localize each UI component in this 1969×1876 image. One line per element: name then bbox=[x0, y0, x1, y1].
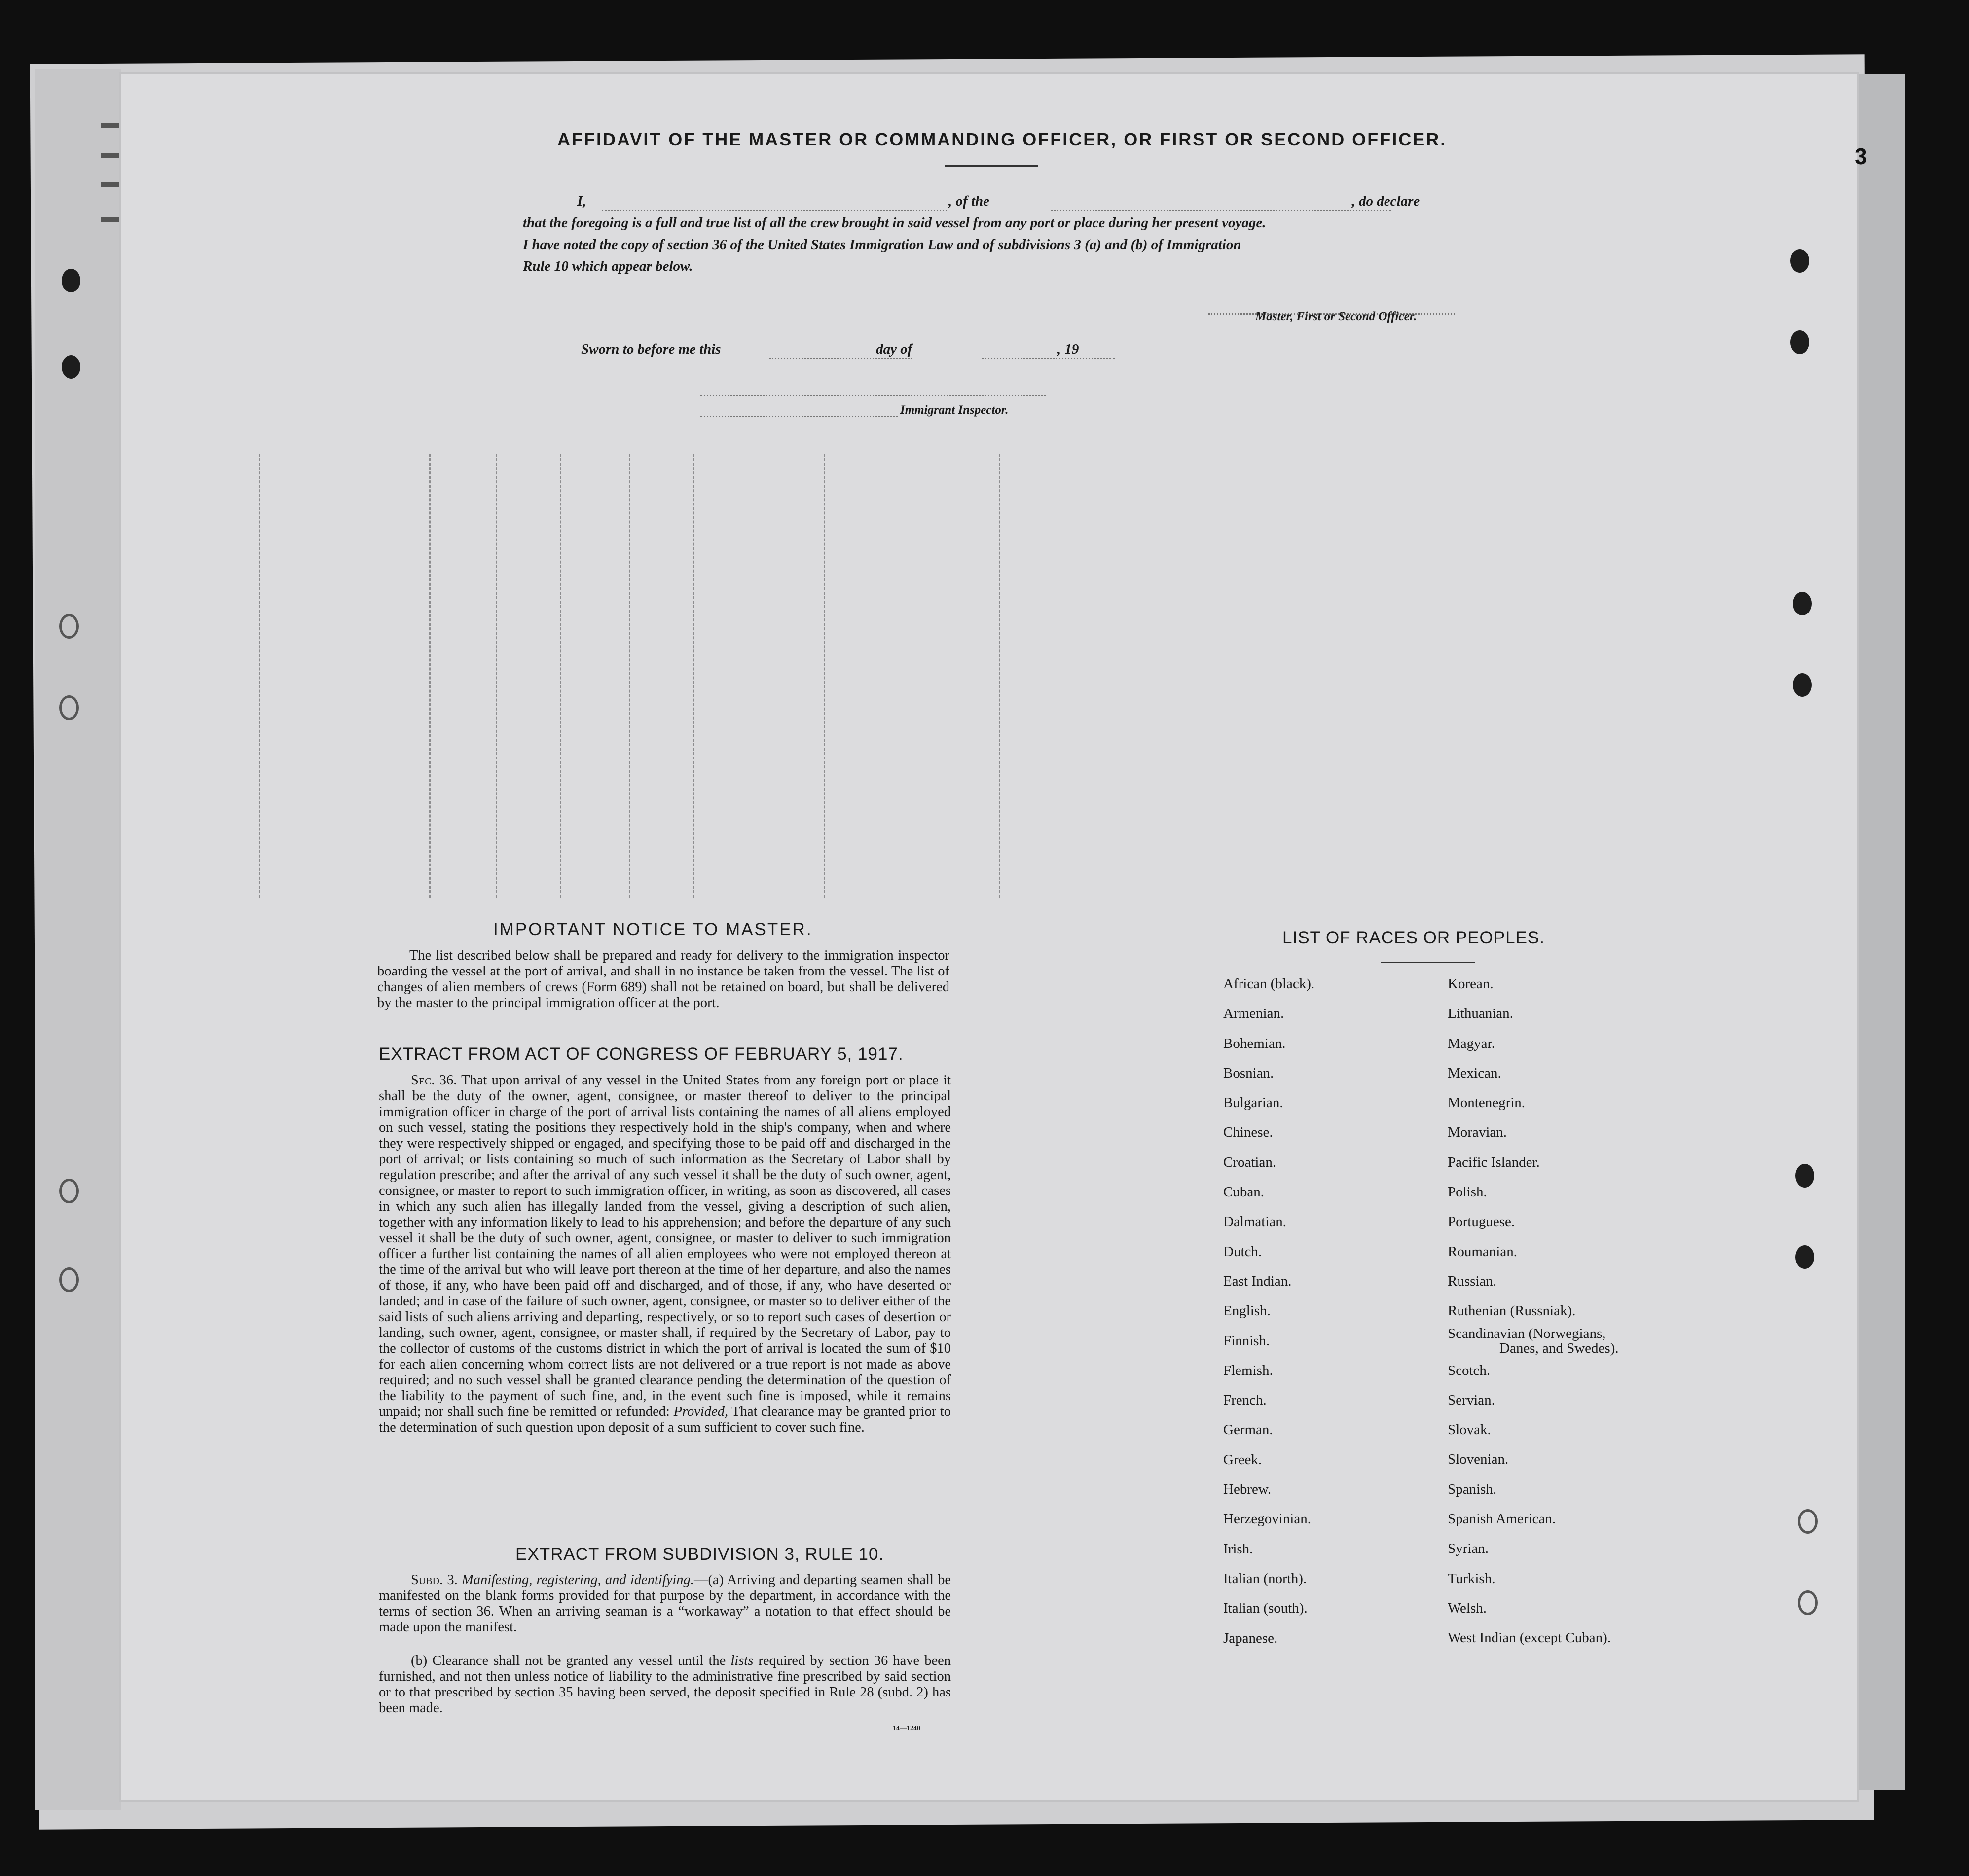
race-item: Cuban. bbox=[1223, 1184, 1264, 1200]
affidavit-of-the: , of the bbox=[948, 193, 990, 209]
race-item: Roumanian. bbox=[1448, 1243, 1517, 1260]
notice-title: IMPORTANT NOTICE TO MASTER. bbox=[493, 920, 813, 939]
race-item: Hebrew. bbox=[1223, 1481, 1272, 1498]
race-item: Lithuanian. bbox=[1448, 1006, 1513, 1022]
binder-hole bbox=[1795, 1164, 1814, 1188]
races-right-column bbox=[1448, 969, 1619, 1653]
year-text: , 19 bbox=[1057, 341, 1079, 357]
race-item: English. bbox=[1223, 1303, 1271, 1319]
race-item: Bulgarian. bbox=[1223, 1095, 1283, 1111]
affidavit-i: I, bbox=[577, 193, 586, 209]
race-item: Bohemian. bbox=[1223, 1035, 1286, 1051]
bleed-through-column-line bbox=[429, 454, 431, 898]
race-item: Greek. bbox=[1223, 1451, 1262, 1468]
edge-mark bbox=[101, 182, 119, 187]
race-item: German. bbox=[1223, 1422, 1273, 1438]
race-item: Spanish American. bbox=[1448, 1511, 1556, 1527]
binder-hole bbox=[59, 1267, 79, 1292]
inspector-signature-blank-2 bbox=[700, 416, 898, 417]
bleed-through-column-line bbox=[259, 454, 260, 898]
race-item: French. bbox=[1223, 1392, 1267, 1408]
sworn-text: Sworn to before me this bbox=[581, 341, 721, 357]
race-item: Ruthenian (Russniak). bbox=[1448, 1303, 1576, 1319]
race-item: Turkish. bbox=[1448, 1570, 1495, 1587]
race-item: Croatian. bbox=[1223, 1154, 1276, 1170]
race-item: Italian (north). bbox=[1223, 1570, 1307, 1587]
race-item: Syrian. bbox=[1448, 1541, 1489, 1557]
sec-text-end: That clearance may be granted prior to the determination of such question upon deposit of a sum sufficient to cover such fine. bbox=[379, 1404, 951, 1435]
affidavit-line-4: Rule 10 which appear below. bbox=[523, 258, 693, 274]
race-item: Bosnian. bbox=[1223, 1065, 1274, 1081]
sec-text: That upon arrival of any vessel in the United States from any foreign port or place it shall be the duty of the owner, agent, consignee, or master thereof to deliver to the principal immigration officer in charge of the port of arrival lists containing the names of all aliens employed on such vessel, stating the positions they respectively hold in the ship's company, when and where they were respectively shipped or engaged, and specifying those to be paid off and discharged in the port of arrival; or lists containing so much of such information as the Secretary of Labor shall by regulation prescribe; and after the arrival of any such vessel it shall be the duty of such owner, agent, consignee, or master to report to such immigration officer, in writing, as soon as discovered, all cases in which any such alien has illegally landed from the vessel, giving a description of such alien, together with any information likely to lead to his apprehension; and before the departure of any such vessel it shall be the duty of such owner, agent, consignee, or master to deliver to such immigration officer a further list containing the names of all alien employees who were not employed thereon at the time of the arrival but who will leave port thereon at the time of her departure, and also the names of those, if any, who have been paid off and discharged, and of those, if any, who have deserted or landed; and in case of the failure of such owner, agent, consignee, or master so to deliver either of the said lists of such aliens arriving and departing, respectively, or so to report such cases of desertion or landing, such owner, agent, consignee, or master shall, if required by the Secretary of Labor, pay to the collector of customs of the customs district in which the port of arrival is located the sum of $10 for each alien concerning whom correct lists are not delivered or a true report is not made as above required; and no such vessel shall be granted clearance pending the determination of the question of the liability to the payment of such fine, and, in the event such fine is imposed, while it remains unpaid; nor shall such fine be remitted or refunded: bbox=[379, 1073, 951, 1419]
binder-hole bbox=[59, 695, 79, 720]
races-left-column bbox=[1223, 969, 1314, 1653]
race-item: East Indian. bbox=[1223, 1273, 1292, 1289]
binder-hole bbox=[1790, 330, 1809, 354]
binder-hole bbox=[59, 614, 79, 639]
race-item: Russian. bbox=[1448, 1273, 1497, 1289]
binder-hole bbox=[1798, 1590, 1818, 1615]
race-item: Slovak. bbox=[1448, 1422, 1491, 1438]
notice-text: The list described below shall be prepared and ready for delivery to the immigration inspector boarding the vessel at the port of arrival, and shall in no instance be taken from the vessel. The list of changes of alien members of crews (Form 689) shall not be retained on board, but shall be delivered by the master to the principal immigration officer at the port. bbox=[377, 948, 949, 1010]
race-item: African (black). bbox=[1223, 976, 1315, 992]
binder-hole bbox=[62, 355, 80, 379]
edge-mark bbox=[101, 123, 119, 128]
bleed-through-column-line bbox=[560, 454, 561, 898]
race-item: Danes, and Swedes). bbox=[1499, 1340, 1619, 1356]
left-binding-strip bbox=[35, 69, 121, 1810]
title-rule bbox=[945, 165, 1038, 167]
binder-hole bbox=[59, 1179, 79, 1203]
race-item: West Indian (except Cuban). bbox=[1448, 1630, 1611, 1646]
inspector-label: Immigrant Inspector. bbox=[900, 403, 1009, 417]
act-title: EXTRACT FROM ACT OF CONGRESS OF FEBRUARY 5, 1917. bbox=[379, 1045, 904, 1064]
para-b-end: required by section 36 have been furnished, and not then unless notice of liability to the administrative fine prescribed by said section or to that prescribed by section 35 having been served, the deposit specified in Rule 28 (subd. 2) has been made. bbox=[379, 1653, 951, 1716]
race-item: Montenegrin. bbox=[1448, 1095, 1526, 1111]
subd-label: Subd. 3. bbox=[411, 1572, 458, 1587]
binder-hole bbox=[1793, 592, 1812, 615]
sec-label: Sec. 36. bbox=[411, 1073, 457, 1088]
sworn-line bbox=[581, 341, 1079, 358]
subd-heading: Manifesting, registering, and identifying. bbox=[462, 1572, 694, 1587]
affidavit-line-3: I have noted the copy of section 36 of the United States Immigration Law and of subdivisions 3 (a) and (b) of Immigration bbox=[523, 237, 1241, 253]
binder-hole bbox=[62, 269, 80, 292]
race-item: Magyar. bbox=[1448, 1035, 1495, 1051]
race-item: Armenian. bbox=[1223, 1006, 1284, 1022]
race-item: Korean. bbox=[1448, 976, 1494, 992]
edge-mark bbox=[101, 153, 119, 158]
rule-title: EXTRACT FROM SUBDIVISION 3, RULE 10. bbox=[515, 1545, 884, 1564]
races-title-rule bbox=[1381, 962, 1475, 963]
binder-hole bbox=[1798, 1509, 1818, 1534]
form-number: 14—1240 bbox=[893, 1725, 920, 1732]
inspector-signature-blank bbox=[700, 395, 1046, 396]
race-item: Mexican. bbox=[1448, 1065, 1501, 1081]
name-blank bbox=[602, 210, 947, 211]
bleed-through-column-line bbox=[629, 454, 630, 898]
vessel-blank bbox=[1051, 210, 1391, 211]
affidavit-line-2: that the foregoing is a full and true list of all the crew brought in said vessel from any port or place during her present voyage. bbox=[523, 215, 1266, 231]
race-item: Dutch. bbox=[1223, 1243, 1262, 1260]
para-b-start: (b) Clearance shall not be granted any vessel until the bbox=[411, 1653, 726, 1668]
binder-hole bbox=[1790, 249, 1809, 273]
provided-word: Provided, bbox=[673, 1404, 729, 1419]
bleed-through-column-line bbox=[999, 454, 1000, 898]
edge-mark bbox=[101, 217, 119, 222]
subd-para-a: —(a) Arriving and departing seamen shall be manifested on the blank forms provided for that purpose by the department, in accordance with the terms of section 36. When an arriving seaman is a “workaway” a notation to that effect should be made upon the manifest. bbox=[379, 1572, 951, 1635]
affidavit-do-declare: , do declare bbox=[1351, 193, 1420, 209]
race-item: Scandinavian (Norwegians, bbox=[1448, 1325, 1606, 1341]
race-item: Pacific Islander. bbox=[1448, 1154, 1540, 1170]
race-item: Servian. bbox=[1448, 1392, 1495, 1408]
day-of-text: day of bbox=[876, 341, 912, 357]
rule-para-a bbox=[379, 1572, 951, 1635]
master-signature-label: Master, First or Second Officer. bbox=[1255, 310, 1417, 323]
race-item: Japanese. bbox=[1223, 1630, 1278, 1646]
para-b-lists: lists bbox=[730, 1653, 754, 1668]
race-item: Italian (south). bbox=[1223, 1600, 1308, 1617]
race-item: Polish. bbox=[1448, 1184, 1487, 1200]
race-item: Finnish. bbox=[1223, 1333, 1270, 1349]
binder-hole bbox=[1793, 673, 1812, 697]
race-item: Portuguese. bbox=[1448, 1214, 1515, 1230]
race-item: Chinese. bbox=[1223, 1124, 1273, 1141]
month-blank bbox=[982, 358, 1115, 359]
race-item: Moravian. bbox=[1448, 1124, 1507, 1141]
race-item: Welsh. bbox=[1448, 1600, 1487, 1616]
bleed-through-column-line bbox=[496, 454, 497, 898]
race-item: Herzegovinian. bbox=[1223, 1511, 1311, 1527]
race-item: Spanish. bbox=[1448, 1481, 1497, 1497]
affidavit-title: AFFIDAVIT OF THE MASTER OR COMMANDING OFFICER, OR FIRST OR SECOND OFFICER. bbox=[557, 129, 1447, 149]
affidavit-line-1 bbox=[523, 193, 1420, 210]
race-item: Scotch. bbox=[1448, 1362, 1491, 1378]
bleed-through-column-line bbox=[824, 454, 825, 898]
races-title: LIST OF RACES OR PEOPLES. bbox=[1282, 928, 1545, 947]
race-item: Slovenian. bbox=[1448, 1451, 1509, 1468]
corner-page-mark: 3 bbox=[1855, 144, 1867, 169]
race-item: Flemish. bbox=[1223, 1362, 1273, 1378]
race-item: Dalmatian. bbox=[1223, 1214, 1287, 1230]
race-item: Irish. bbox=[1223, 1541, 1253, 1557]
rule-para-b bbox=[379, 1653, 951, 1716]
binder-hole bbox=[1795, 1245, 1814, 1269]
act-text bbox=[379, 1073, 951, 1436]
day-blank bbox=[769, 358, 912, 359]
bleed-through-column-line bbox=[693, 454, 694, 898]
